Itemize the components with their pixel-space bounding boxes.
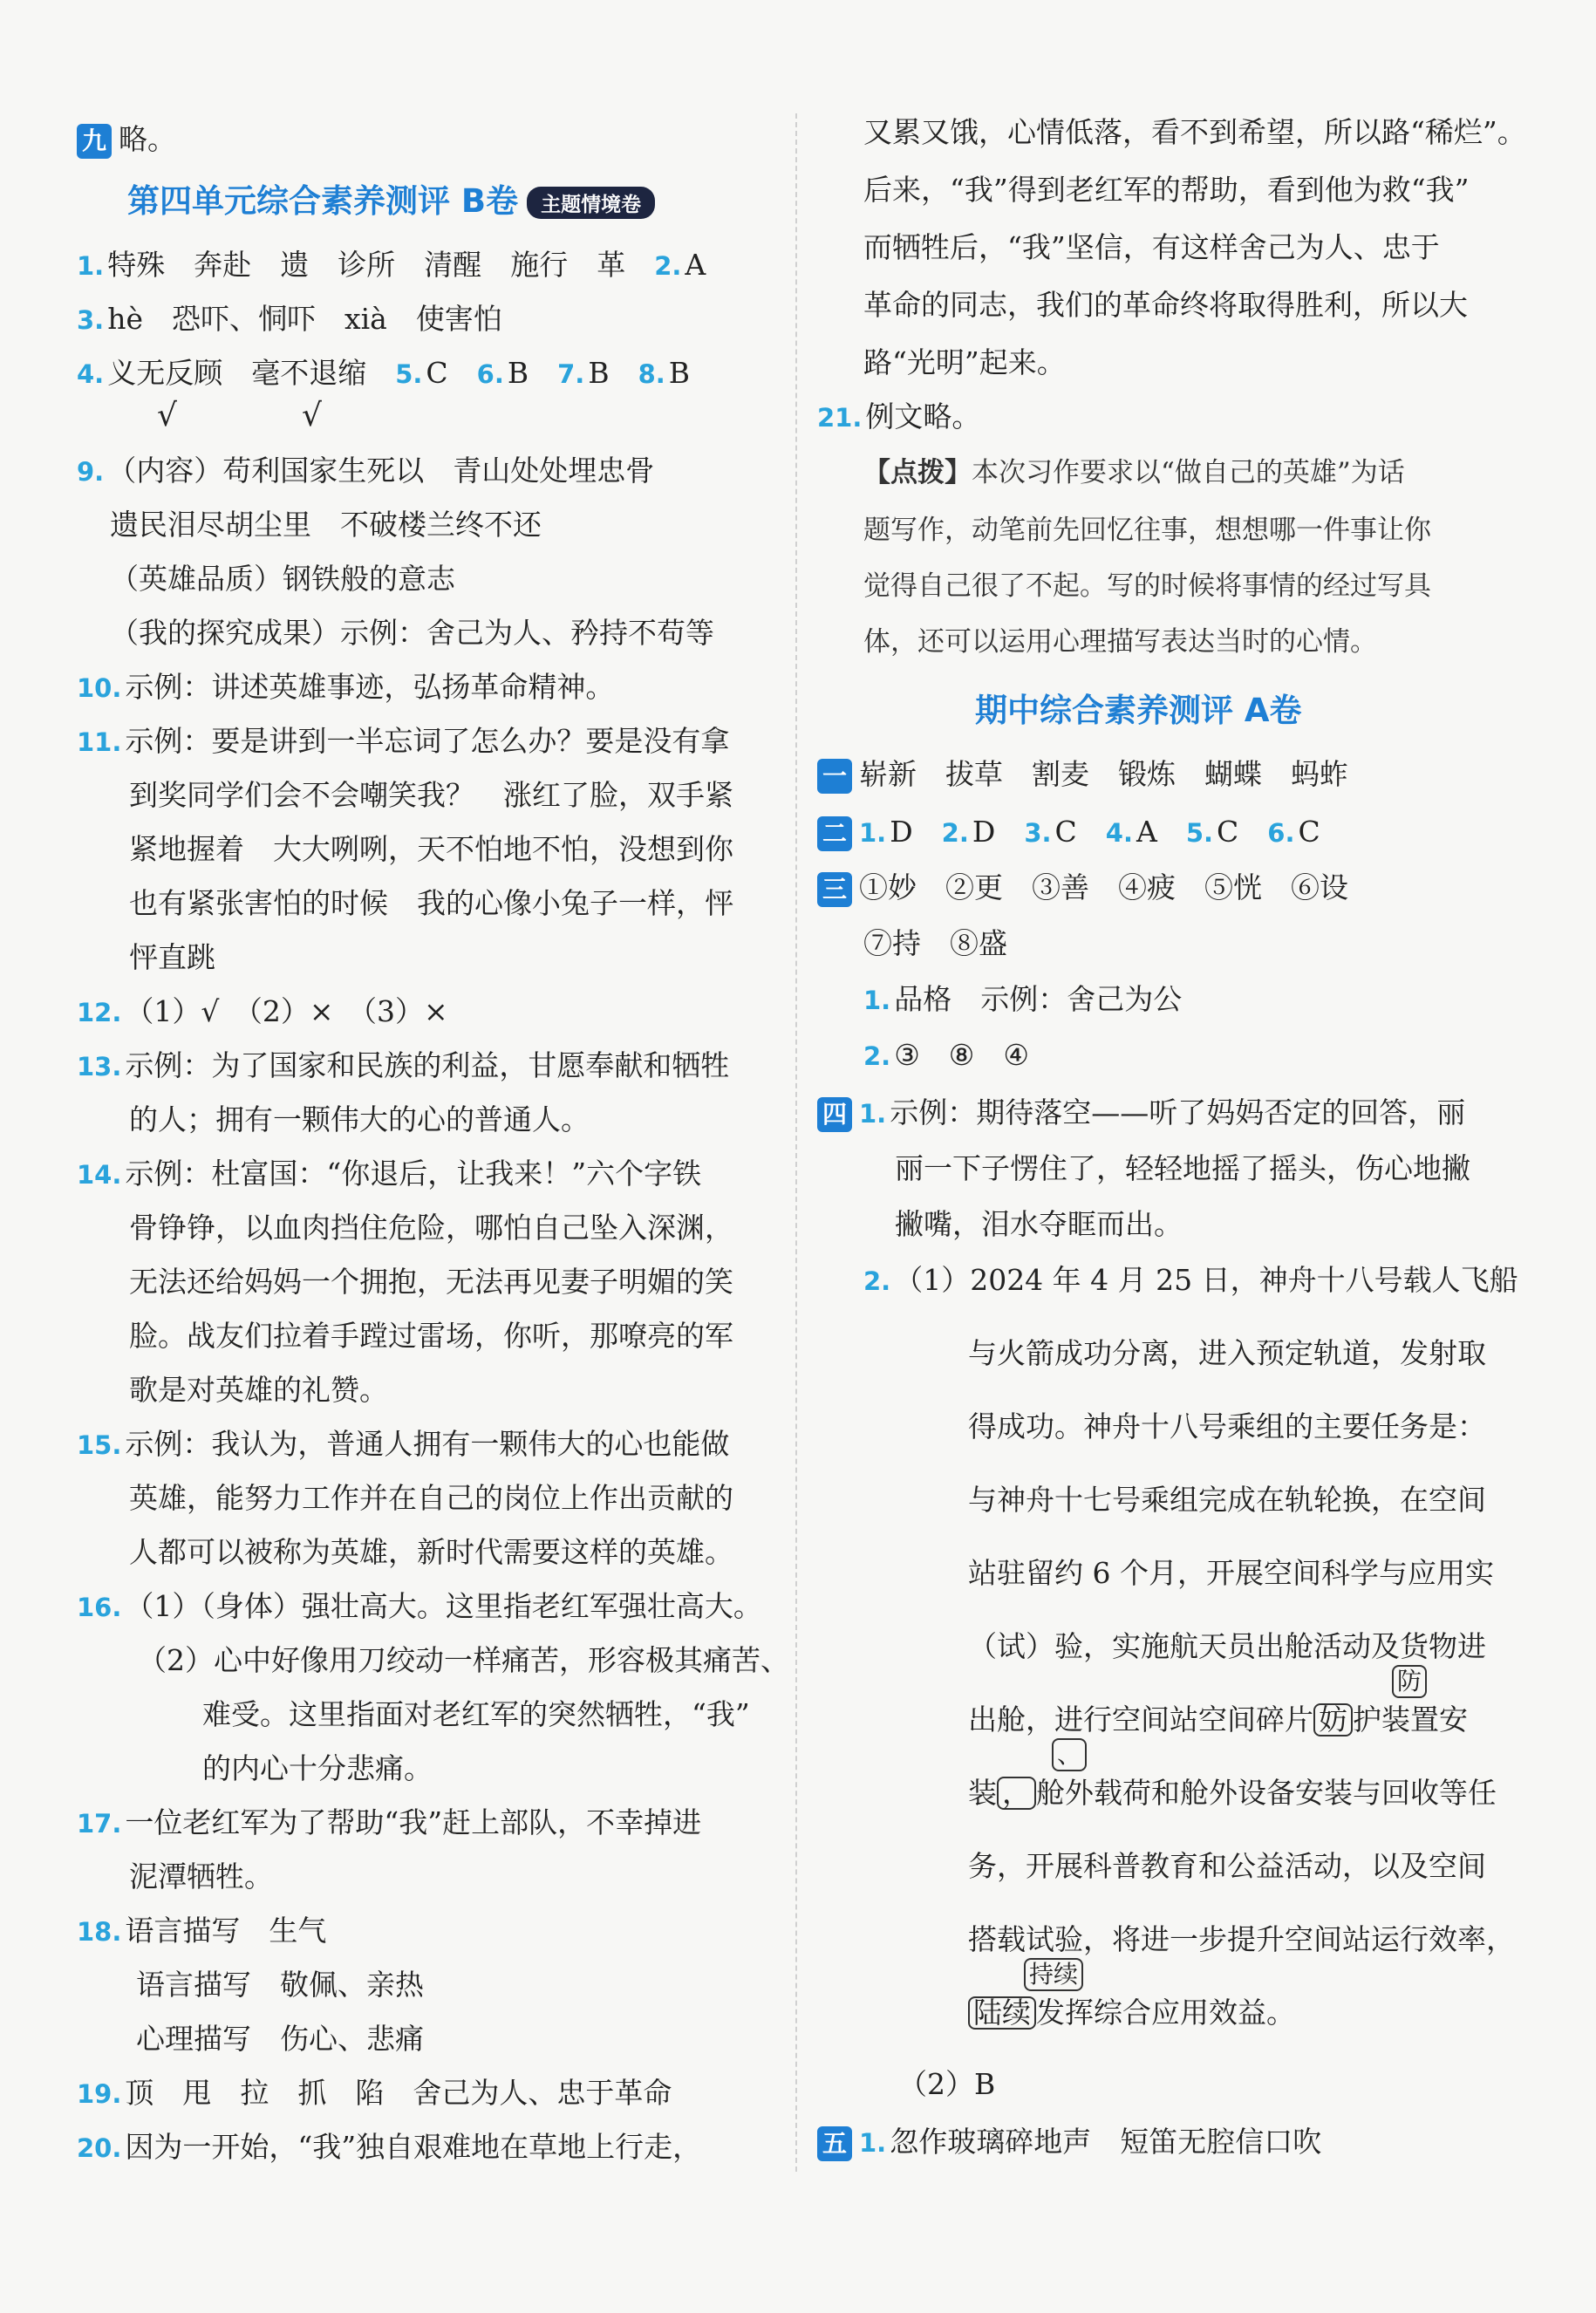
tip-paragraph: 体，还可以运用心理描写表达当时的心情。 bbox=[863, 626, 1377, 658]
answer-row: 歌是对英雄的礼赞。 bbox=[129, 1373, 388, 1407]
theme-tag: 主题情境卷 bbox=[527, 187, 655, 219]
answer-row: 的内心十分悲痛。 bbox=[202, 1751, 433, 1785]
answer-row: 装 ， 舱外载荷和舱外设备安装与回收等任 bbox=[968, 1776, 1497, 1810]
answer-row: 脸。战友们拉着手蹚过雷场，你听，那嘹亮的军 bbox=[129, 1319, 733, 1353]
answer-row: 紧地握着 大大咧咧，天不怕地不怕，没想到你 bbox=[129, 832, 733, 866]
answer-row: 10. 示例：讲述英雄事迹，弘扬革命精神。 bbox=[77, 670, 615, 704]
correction-insert: 防 bbox=[1392, 1662, 1427, 1701]
section-badge: 一 bbox=[817, 759, 852, 794]
answer-row: 二 1. D 2. D 3. C 4. A 5. C 6. C bbox=[817, 813, 1320, 852]
answer-row: 4. 义无反顾 毫不退缩 5. C 6. B 7. B 8. B bbox=[77, 356, 691, 390]
answer-row: 丽一下子愣住了，轻轻地摇了摇头，伤心地撇 bbox=[895, 1151, 1470, 1185]
answer-row: 到奖同学们会不会嘲笑我？ 涨红了脸，双手紧 bbox=[129, 778, 733, 812]
answer-row: （我的探究成果）示例：舍己为人、矜持不苟等 bbox=[110, 616, 714, 650]
correction-insert: 持续 bbox=[1024, 1955, 1083, 1994]
correction-box: ， bbox=[997, 1777, 1036, 1810]
answer-row: 四 1. 示例：期待落空——听了妈妈否定的回答，丽 bbox=[817, 1094, 1465, 1133]
answer-row: 的人；拥有一颗伟大的心的普通人。 bbox=[129, 1102, 590, 1136]
answer-row: 得成功。神舟十八号乘组的主要任务是： bbox=[968, 1409, 1486, 1443]
answer-row: 语言描写 敬佩、亲热 bbox=[136, 1968, 424, 2002]
answer-row: 13. 示例：为了国家和民族的利益，甘愿奉献和牺牲 bbox=[77, 1048, 730, 1082]
answer-row: （2）B bbox=[898, 2067, 996, 2101]
column-divider bbox=[795, 113, 797, 2172]
section-badge-nine: 九 bbox=[77, 124, 112, 159]
answer-row: 12. （1）√ （2）× （3）× bbox=[77, 994, 448, 1028]
answer-row: 18. 语言描写 生气 bbox=[77, 1914, 327, 1948]
answer-row: 也有紧张害怕的时候 我的心像小兔子一样，怦 bbox=[129, 886, 733, 920]
section-badge: 四 bbox=[817, 1097, 852, 1132]
answer-row: 而牺牲后，“我”坚信，有这样舍己为人、忠于 bbox=[863, 230, 1440, 264]
correction-box: 妨 bbox=[1313, 1703, 1353, 1736]
answer-row: 革命的同志，我们的革命终将取得胜利，所以大 bbox=[863, 288, 1468, 322]
answer-row: 后来，“我”得到老红军的帮助，看到他为救“我” bbox=[863, 173, 1470, 207]
answer-row: 心理描写 伤心、悲痛 bbox=[136, 2022, 424, 2056]
answer-row: 2. ③ ⑧ ④ bbox=[863, 1038, 1029, 1072]
section-badge: 二 bbox=[817, 816, 852, 851]
answer-row: 3. hè 恐吓、恫吓 xià 使害怕 bbox=[77, 302, 502, 336]
answer-row: （试）验，实施航天员出舱活动及货物进 bbox=[968, 1629, 1486, 1663]
answer-row: 1. 特殊 奔赴 遗 诊所 清醒 施行 革 2. A bbox=[77, 248, 706, 282]
answer-nine: 九 略。 bbox=[77, 120, 176, 159]
answer-row: 15. 示例：我认为，普通人拥有一颗伟大的心也能做 bbox=[77, 1427, 730, 1461]
check-mark: √ bbox=[302, 398, 322, 433]
answer-row: （2）心中好像用刀绞动一样痛苦，形容极其痛苦、 bbox=[138, 1643, 789, 1677]
answer-row: 1. 品格 示例：舍己为公 bbox=[863, 982, 1183, 1016]
correction-box: 陆续 bbox=[968, 1996, 1036, 2030]
answer-row: 9. （内容）苟利国家生死以 青山处处埋忠骨 bbox=[77, 454, 655, 488]
answer-row: （英雄品质）钢铁般的意志 bbox=[110, 562, 455, 596]
answer-row: 英雄，能努力工作并在自己的岗位上作出贡献的 bbox=[129, 1481, 733, 1515]
answer-row: 站驻留约 6 个月，开展空间科学与应用实 bbox=[968, 1556, 1494, 1590]
answer-row: 一 崭新 拔草 割麦 锻炼 蝴蝶 蚂蚱 bbox=[817, 755, 1348, 794]
tip-paragraph: 题写作，动笔前先回忆往事，想想哪一件事让你 bbox=[863, 515, 1431, 546]
answer-row: 难受。这里指面对老红军的突然牺牲，“我” bbox=[202, 1697, 750, 1731]
tip-paragraph: 觉得自己很了不起。写的时候将事情的经过写具 bbox=[863, 570, 1431, 602]
correction-insert: 、 bbox=[1052, 1736, 1087, 1774]
answer-row: 与火箭成功分离，进入预定轨道，发射取 bbox=[968, 1336, 1486, 1370]
answer-row: 19. 顶 甩 拉 抓 陷 舍己为人、忠于革命 bbox=[77, 2076, 672, 2110]
answer-row: 又累又饿，心情低落，看不到希望，所以路“稀烂”。 bbox=[863, 115, 1526, 149]
midterm-title: 期中综合素养测评 A卷 bbox=[975, 692, 1302, 729]
answer-row: 务，开展科普教育和公益活动，以及空间 bbox=[968, 1849, 1486, 1883]
check-mark: √ bbox=[157, 398, 177, 433]
answer-row: 出舱，进行空间站空间碎片 妨 护装置安 bbox=[968, 1702, 1468, 1736]
answer-row: 陆续 发挥综合应用效益。 bbox=[968, 1994, 1295, 2032]
answer-row: 17. 一位老红军为了帮助“我”赶上部队，不幸掉进 bbox=[77, 1805, 702, 1839]
answer-row: 泥潭牺牲。 bbox=[129, 1859, 273, 1893]
section-badge: 五 bbox=[817, 2126, 852, 2161]
answer-row: 人都可以被称为英雄，新时代需要这样的英雄。 bbox=[129, 1535, 733, 1569]
answer-row: 搭载试验，将进一步提升空间站运行效率， bbox=[968, 1922, 1515, 1956]
answer-row: 怦直跳 bbox=[129, 940, 215, 974]
answer-row: 骨铮铮，以血肉挡住危险，哪怕自己坠入深渊， bbox=[129, 1211, 733, 1245]
answer-row: 路“光明”起来。 bbox=[863, 345, 1066, 379]
answer-row: 撇嘴，泪水夺眶而出。 bbox=[895, 1207, 1183, 1241]
answer-row: 三 ①妙 ②更 ③善 ④疲 ⑤恍 ⑥设 bbox=[817, 869, 1348, 907]
answer-row: 14. 示例：杜富国：“你退后，让我来！”六个字铁 bbox=[77, 1156, 702, 1191]
section-badge: 三 bbox=[817, 872, 852, 907]
answer-row: 16. （1）（身体）强壮高大。这里指老红军强壮高大。 bbox=[77, 1589, 762, 1623]
answer-row: 2. （1）2024 年 4 月 25 日，神舟十八号载人飞船 bbox=[863, 1263, 1518, 1297]
answer-row: 无法还给妈妈一个拥抱，无法再见妻子明媚的笑 bbox=[129, 1265, 733, 1299]
answer-row: 11. 示例：要是讲到一半忘词了怎么办？要是没有拿 bbox=[77, 724, 730, 758]
unit-four-title: 第四单元综合素养测评 B卷 主题情境卷 bbox=[127, 174, 655, 222]
answer-row: ⑦持 ⑧盛 bbox=[863, 926, 1007, 960]
tip-paragraph: 【点拨】本次习作要求以“做自己的英雄”为话 bbox=[863, 457, 1405, 488]
answer-row: 21. 例文略。 bbox=[817, 399, 981, 433]
answer-row: 20. 因为一开始，“我”独自艰难地在草地上行走， bbox=[77, 2130, 702, 2164]
answer-row: 遗民泪尽胡尘里 不破楼兰终不还 bbox=[110, 508, 542, 542]
answer-row: 五 1. 忽作玻璃碎地声 短笛无腔信口吹 bbox=[817, 2123, 1321, 2162]
answer-row: 与神舟十七号乘组完成在轨轮换，在空间 bbox=[968, 1483, 1486, 1517]
